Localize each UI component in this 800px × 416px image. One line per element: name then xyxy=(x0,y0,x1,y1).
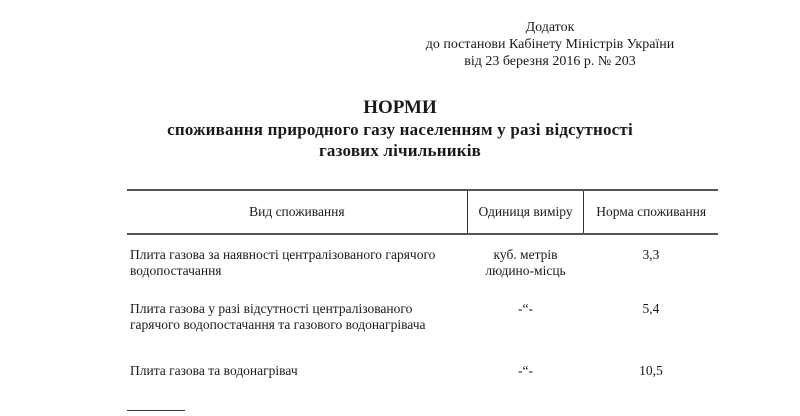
table-row xyxy=(127,351,718,379)
cell-unit xyxy=(467,351,584,379)
table-row xyxy=(127,293,718,351)
cell-norm: 3,3 xyxy=(642,247,660,262)
cell-consumption-type xyxy=(127,234,467,293)
annex-date: від 23 березня 2016 р. № 203 xyxy=(464,54,636,69)
cell-text-line: Плита газова та водонагрівач xyxy=(130,363,298,378)
cell-text-line: Плита газова у разі відсутності централізованого xyxy=(130,301,413,316)
header-consumption-type: Вид споживання xyxy=(127,190,467,234)
cell-consumption-type xyxy=(127,351,467,379)
footnote-divider xyxy=(127,410,185,411)
page-subtitle xyxy=(120,119,680,161)
annex-resolution: до постанови Кабінету Міністрів України xyxy=(425,37,675,52)
table-header-row xyxy=(127,190,718,234)
cell-text-line: Плита газова за наявності централізованого гарячого xyxy=(130,247,436,262)
cell-consumption-type xyxy=(127,293,467,351)
cell-unit xyxy=(467,234,584,293)
cell-text-line: -“- xyxy=(518,301,534,316)
cell-text-line: гарячого водопостачання та газового водонагрівача xyxy=(130,317,426,332)
cell-norm: 10,5 xyxy=(639,363,663,378)
table-row xyxy=(127,234,718,293)
cell-text-line: -“- xyxy=(518,363,534,378)
subtitle-line-1: споживання природного газу населенням у разі відсутності xyxy=(167,120,633,139)
annex-label: Додаток xyxy=(525,20,575,35)
cell-text-line: людино-місць xyxy=(485,263,566,278)
cell-text-line: куб. метрів xyxy=(493,247,558,262)
cell-norm: 5,4 xyxy=(642,301,660,316)
norms-table xyxy=(127,189,718,379)
header-norm: Норма споживання xyxy=(584,190,718,234)
cell-text-line: водопостачання xyxy=(130,263,222,278)
page-title: НОРМИ xyxy=(363,97,437,118)
subtitle-line-2: газових лічильників xyxy=(318,141,481,160)
cell-unit xyxy=(467,293,584,351)
header-unit: Одиниця виміру xyxy=(467,190,584,234)
annex-block xyxy=(400,19,700,70)
